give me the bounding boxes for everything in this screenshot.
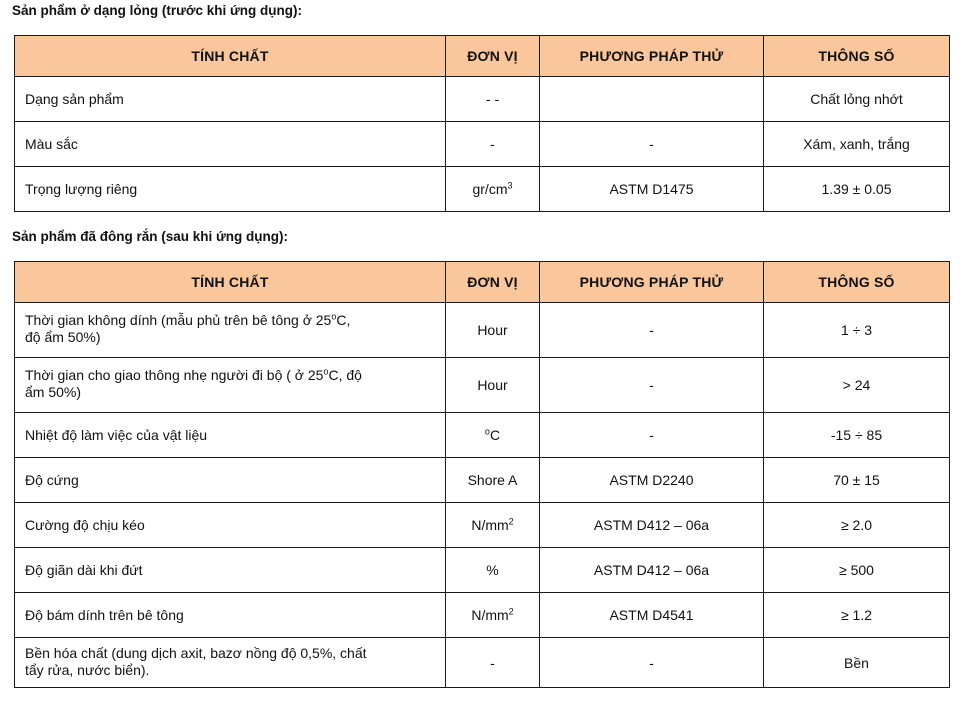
table-row bbox=[15, 638, 950, 688]
cell-unit: Hour bbox=[446, 358, 540, 413]
cell-method: - bbox=[540, 303, 764, 358]
cell-value: 1 ÷ 3 bbox=[764, 303, 950, 358]
cell-value: ≥ 1.2 bbox=[764, 593, 950, 638]
cell-unit: % bbox=[446, 548, 540, 593]
table-row bbox=[15, 77, 950, 122]
cell-property: Dạng sản phẩm bbox=[15, 77, 446, 122]
cell-method: - bbox=[540, 358, 764, 413]
cell-property: Độ giãn dài khi đứt bbox=[15, 548, 446, 593]
cell-method: ASTM D1475 bbox=[540, 167, 764, 212]
table-row bbox=[15, 503, 950, 548]
cell-value: ≥ 500 bbox=[764, 548, 950, 593]
table-row bbox=[15, 548, 950, 593]
cell-value: -15 ÷ 85 bbox=[764, 413, 950, 458]
header-unit: ĐƠN VỊ bbox=[446, 36, 540, 77]
cell-method: ASTM D4541 bbox=[540, 593, 764, 638]
header-property: TÍNH CHẤT bbox=[15, 36, 446, 77]
cell-unit: Shore A bbox=[446, 458, 540, 503]
header-unit: ĐƠN VỊ bbox=[446, 262, 540, 303]
cell-value: Xám, xanh, trắng bbox=[764, 122, 950, 167]
cell-method: - bbox=[540, 638, 764, 688]
cell-property: Bền hóa chất (dung dịch axit, bazơ nồng độ 0,5%, chất tẩy rửa, nước biển). bbox=[15, 638, 446, 688]
cell-unit: - bbox=[446, 638, 540, 688]
cell-property: Độ bám dính trên bê tông bbox=[15, 593, 446, 638]
cell-method: ASTM D412 – 06a bbox=[540, 503, 764, 548]
cell-value: 1.39 ± 0.05 bbox=[764, 167, 950, 212]
cell-property: Thời gian cho giao thông nhẹ người đi bộ ( ở 25$^o$C, độ ẩm 50%) bbox=[15, 358, 446, 413]
cell-unit: $N/mm^2$ bbox=[446, 593, 540, 638]
table-header-row bbox=[15, 262, 950, 303]
header-property: TÍNH CHẤT bbox=[15, 262, 446, 303]
cell-method: ASTM D2240 bbox=[540, 458, 764, 503]
header-method: PHƯƠNG PHÁP THỬ bbox=[540, 262, 764, 303]
cell-value: Bền bbox=[764, 638, 950, 688]
table-row bbox=[15, 458, 950, 503]
table-row bbox=[15, 303, 950, 358]
table-header-row bbox=[15, 36, 950, 77]
cell-method bbox=[540, 77, 764, 122]
cell-property: Màu sắc bbox=[15, 122, 446, 167]
table-row bbox=[15, 167, 950, 212]
cell-method: - bbox=[540, 413, 764, 458]
cell-method: - bbox=[540, 122, 764, 167]
cell-unit: $N/mm^2$ bbox=[446, 503, 540, 548]
cell-property: Trọng lượng riêng bbox=[15, 167, 446, 212]
table-row bbox=[15, 413, 950, 458]
liquid-properties-table bbox=[14, 35, 950, 212]
cell-unit: Hour bbox=[446, 303, 540, 358]
header-method: PHƯƠNG PHÁP THỬ bbox=[540, 36, 764, 77]
cell-unit: - - bbox=[446, 77, 540, 122]
cell-property: Cường độ chịu kéo bbox=[15, 503, 446, 548]
table-row bbox=[15, 358, 950, 413]
header-value: THÔNG SỐ bbox=[764, 262, 950, 303]
table-row bbox=[15, 593, 950, 638]
cured-properties-table bbox=[14, 261, 950, 688]
cell-method: ASTM D412 – 06a bbox=[540, 548, 764, 593]
cell-unit: $gr/cm^3$ bbox=[446, 167, 540, 212]
cell-value: 70 ± 15 bbox=[764, 458, 950, 503]
section-title-liquid: Sản phẩm ở dạng lỏng (trước khi ứng dụng): bbox=[12, 3, 302, 18]
cell-property: Thời gian không dính (mẫu phủ trên bê tông ở 25$^o$C, độ ẩm 50%) bbox=[15, 303, 446, 358]
section-title-cured: Sản phẩm đã đông rắn (sau khi ứng dụng): bbox=[12, 229, 289, 244]
cell-property: Độ cứng bbox=[15, 458, 446, 503]
header-value: THÔNG SỐ bbox=[764, 36, 950, 77]
cell-value: > 24 bbox=[764, 358, 950, 413]
cell-property: Nhiệt độ làm việc của vật liệu bbox=[15, 413, 446, 458]
cell-unit: - bbox=[446, 122, 540, 167]
cell-value: ≥ 2.0 bbox=[764, 503, 950, 548]
cell-unit: $^o$C bbox=[446, 413, 540, 458]
table-row bbox=[15, 122, 950, 167]
cell-value: Chất lỏng nhớt bbox=[764, 77, 950, 122]
